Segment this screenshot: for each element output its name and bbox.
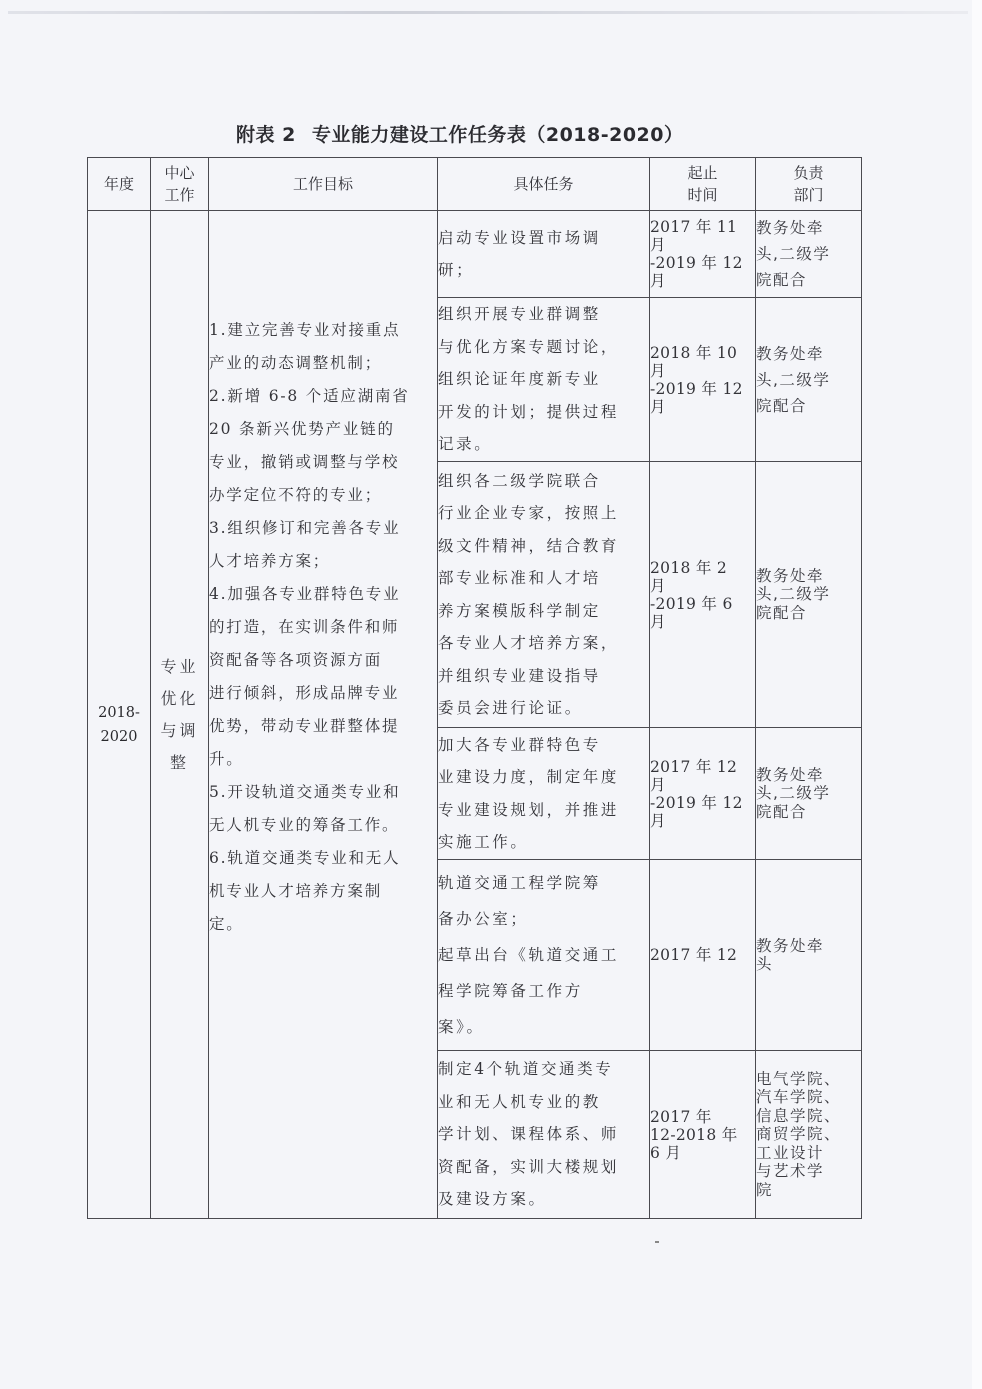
time-cell: 2018 年 2 月 -2019 年 6 月 xyxy=(650,462,756,728)
scan-speck xyxy=(655,1241,659,1243)
time-cell: 2017 年 11 月 -2019 年 12 月 xyxy=(650,211,756,298)
time-cell: 2017 年 12 月 -2019 年 12 月 xyxy=(650,728,756,860)
header-tasks: 具体任务 xyxy=(438,158,650,211)
scan-edge xyxy=(8,11,968,14)
dept-cell: 教务处牵 头,二级学 院配合 xyxy=(756,211,862,298)
header-center-work: 中心 工作 xyxy=(151,158,209,211)
task-cell: 加大各专业群特色专 业建设力度，制定年度 专业建设规划，并推进 实施工作。 xyxy=(438,728,650,860)
goal-2: 2.新增 6-8 个适应湖南省 20 条新兴优势产业链的 专业，撤销或调整与学校 办学定位不符的专业； xyxy=(209,386,410,504)
dept-cell: 教务处牵 头,二级学 院配合 xyxy=(756,728,862,860)
time-cell: 2018 年 10 月 -2019 年 12 月 xyxy=(650,298,756,462)
title-prefix: 附表 2 xyxy=(236,124,296,146)
goal-3: 3.组织修订和完善各专业 人才培养方案； xyxy=(209,518,401,570)
document-title xyxy=(236,120,736,147)
task-cell: 启动专业设置市场调 研； xyxy=(438,211,650,298)
header-time: 起止 时间 xyxy=(650,158,756,211)
title-main: 专业能力建设工作任务表（2018-2020） xyxy=(311,124,684,146)
year-cell: 2018- 2020 xyxy=(88,211,151,1219)
task-cell: 组织各二级学院联合 行业企业专家，按照上 级文件精神，结合教育 部专业标准和人才培 养方案模版科学制定 各专业人才培养方案， 并组织专业建设指导 委员会进行论证。 xyxy=(438,462,650,728)
goal-5: 5.开设轨道交通类专业和 无人机专业的筹备工作。 xyxy=(209,782,401,834)
header-goals: 工作目标 xyxy=(209,158,438,211)
task-cell: 制定4个轨道交通类专 业和无人机专业的教 学计划、课程体系、师 资配备，实训大楼规划 及建设方案。 xyxy=(438,1051,650,1219)
task-table xyxy=(87,157,862,1219)
task-cell: 轨道交通工程学院筹 备办公室； 起草出台《轨道交通工 程学院筹备工作方 案》。 xyxy=(438,860,650,1051)
dept-cell: 教务处牵 头,二级学 院配合 xyxy=(756,298,862,462)
goal-4: 4.加强各专业群特色专业 的打造，在实训条件和师 资配备等各项资源方面 进行倾斜，形成品牌专业 优势，带动专业群整体提 升。 xyxy=(209,584,401,768)
header-year: 年度 xyxy=(88,158,151,211)
dept-cell: 教务处牵 头,二级学 院配合 xyxy=(756,462,862,728)
header-row xyxy=(88,158,862,211)
dept-cell: 电气学院、 汽车学院、 信息学院、 商贸学院、 工业设计 与艺术学 院 xyxy=(756,1051,862,1219)
dept-cell: 教务处牵 头 xyxy=(756,860,862,1051)
goal-1: 1.建立完善专业对接重点 产业的动态调整机制； xyxy=(209,320,401,372)
goals-cell xyxy=(209,211,438,1219)
center-work-cell: 专业 优化 与调 整 xyxy=(151,211,209,1219)
time-cell: 2017 年 12 xyxy=(650,860,756,1051)
time-cell: 2017 年 12-2018 年 6 月 xyxy=(650,1051,756,1219)
task-cell: 组织开展专业群调整 与优化方案专题讨论， 组织论证年度新专业 开发的计划；提供过程 记录。 xyxy=(438,298,650,462)
goal-6: 6.轨道交通类专业和无人 机专业人才培养方案制 定。 xyxy=(209,848,401,933)
table-row xyxy=(88,211,862,298)
header-dept: 负责 部门 xyxy=(756,158,862,211)
scan-margin xyxy=(972,0,982,1389)
